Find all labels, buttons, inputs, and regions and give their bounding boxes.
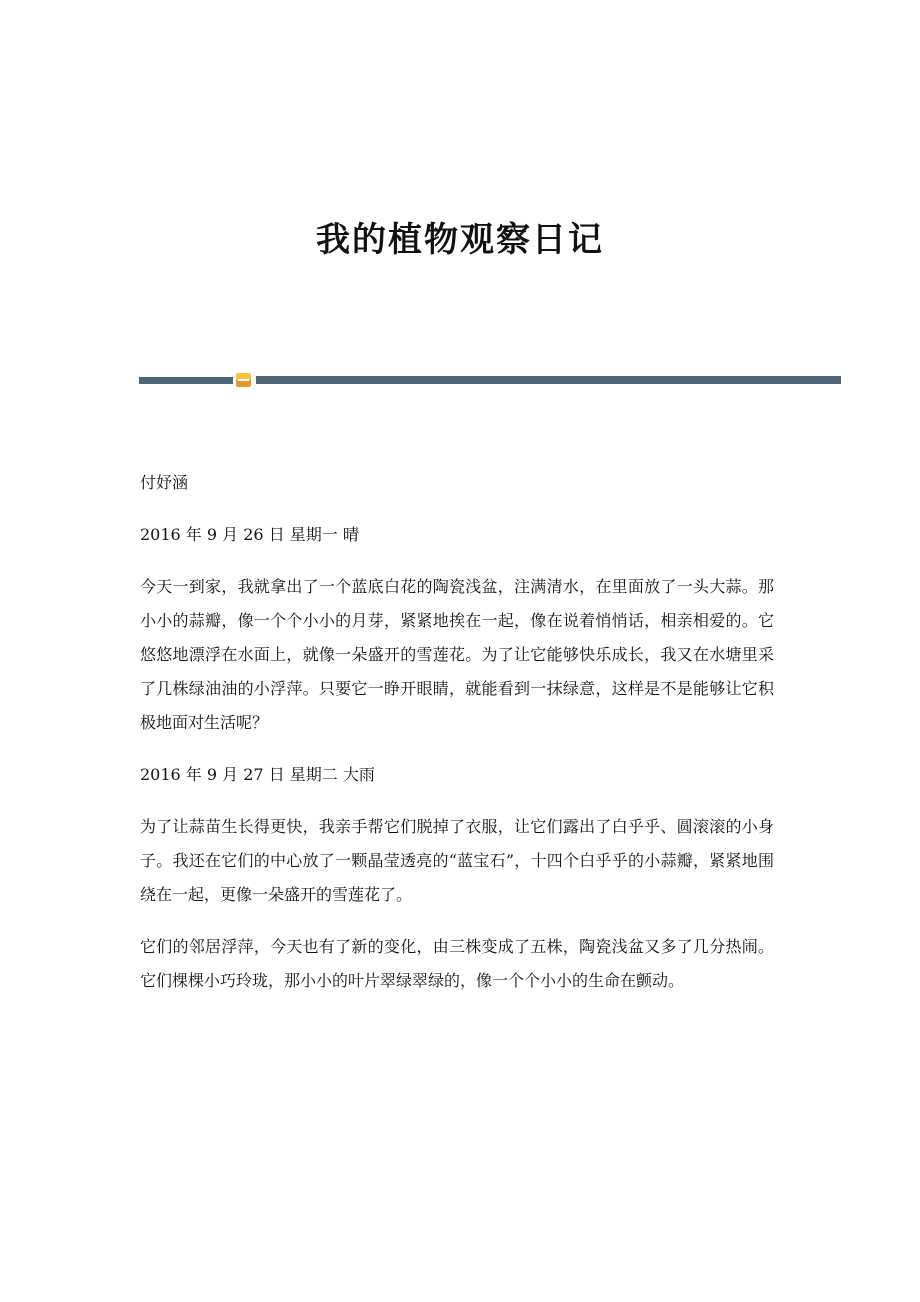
entry-paragraph: 它们的邻居浮萍，今天也有了新的变化，由三株变成了五株，陶瓷浅盆又多了几分热闹。它们棵棵小巧玲珑，那小小的叶片翠绿翠绿的，像一个个小小的生命在颤动。 — [140, 937, 774, 990]
entry-date: 2016 年 9 月 27 日 星期二 大雨 — [140, 765, 375, 784]
author-name: 付妤涵 — [140, 473, 189, 492]
page-title: 我的植物观察日记 — [316, 220, 604, 260]
entry-date: 2016 年 9 月 26 日 星期一 晴 — [140, 525, 359, 544]
divider-ornament-icon — [236, 373, 251, 387]
entry-paragraph: 为了让蒜苗生长得更快，我亲手帮它们脱掉了衣服，让它们露出了白乎乎、圆滚滚的小身子。我还在它们的中心放了一颗晶莹透亮的“蓝宝石”，十四个白乎乎的小蒜瓣，紧紧地围绕在一起，更像一朵盛开的雪莲花了。 — [140, 817, 774, 904]
title-divider — [139, 373, 841, 387]
divider-bar-left — [139, 377, 233, 384]
divider-ornament-bottom — [236, 380, 251, 387]
document-body — [140, 466, 774, 1016]
entry-paragraph: 今天一到家，我就拿出了一个蓝底白花的陶瓷浅盆，注满清水，在里面放了一头大蒜。那小小的蒜瓣，像一个个小小的月芽，紧紧地挨在一起，像在说着悄悄话，相亲相爱的。它悠悠地漂浮在水面上，就像一朵盛开的雪莲花。为了让它能够快乐成长，我又在水塘里采了几株绿油油的小浮萍。只要它一睁开眼睛，就能看到一抹绿意，这样是不是能够让它积极地面对生活呢？ — [140, 577, 774, 732]
divider-ornament-line — [238, 379, 249, 381]
divider-bar-right — [256, 376, 841, 384]
